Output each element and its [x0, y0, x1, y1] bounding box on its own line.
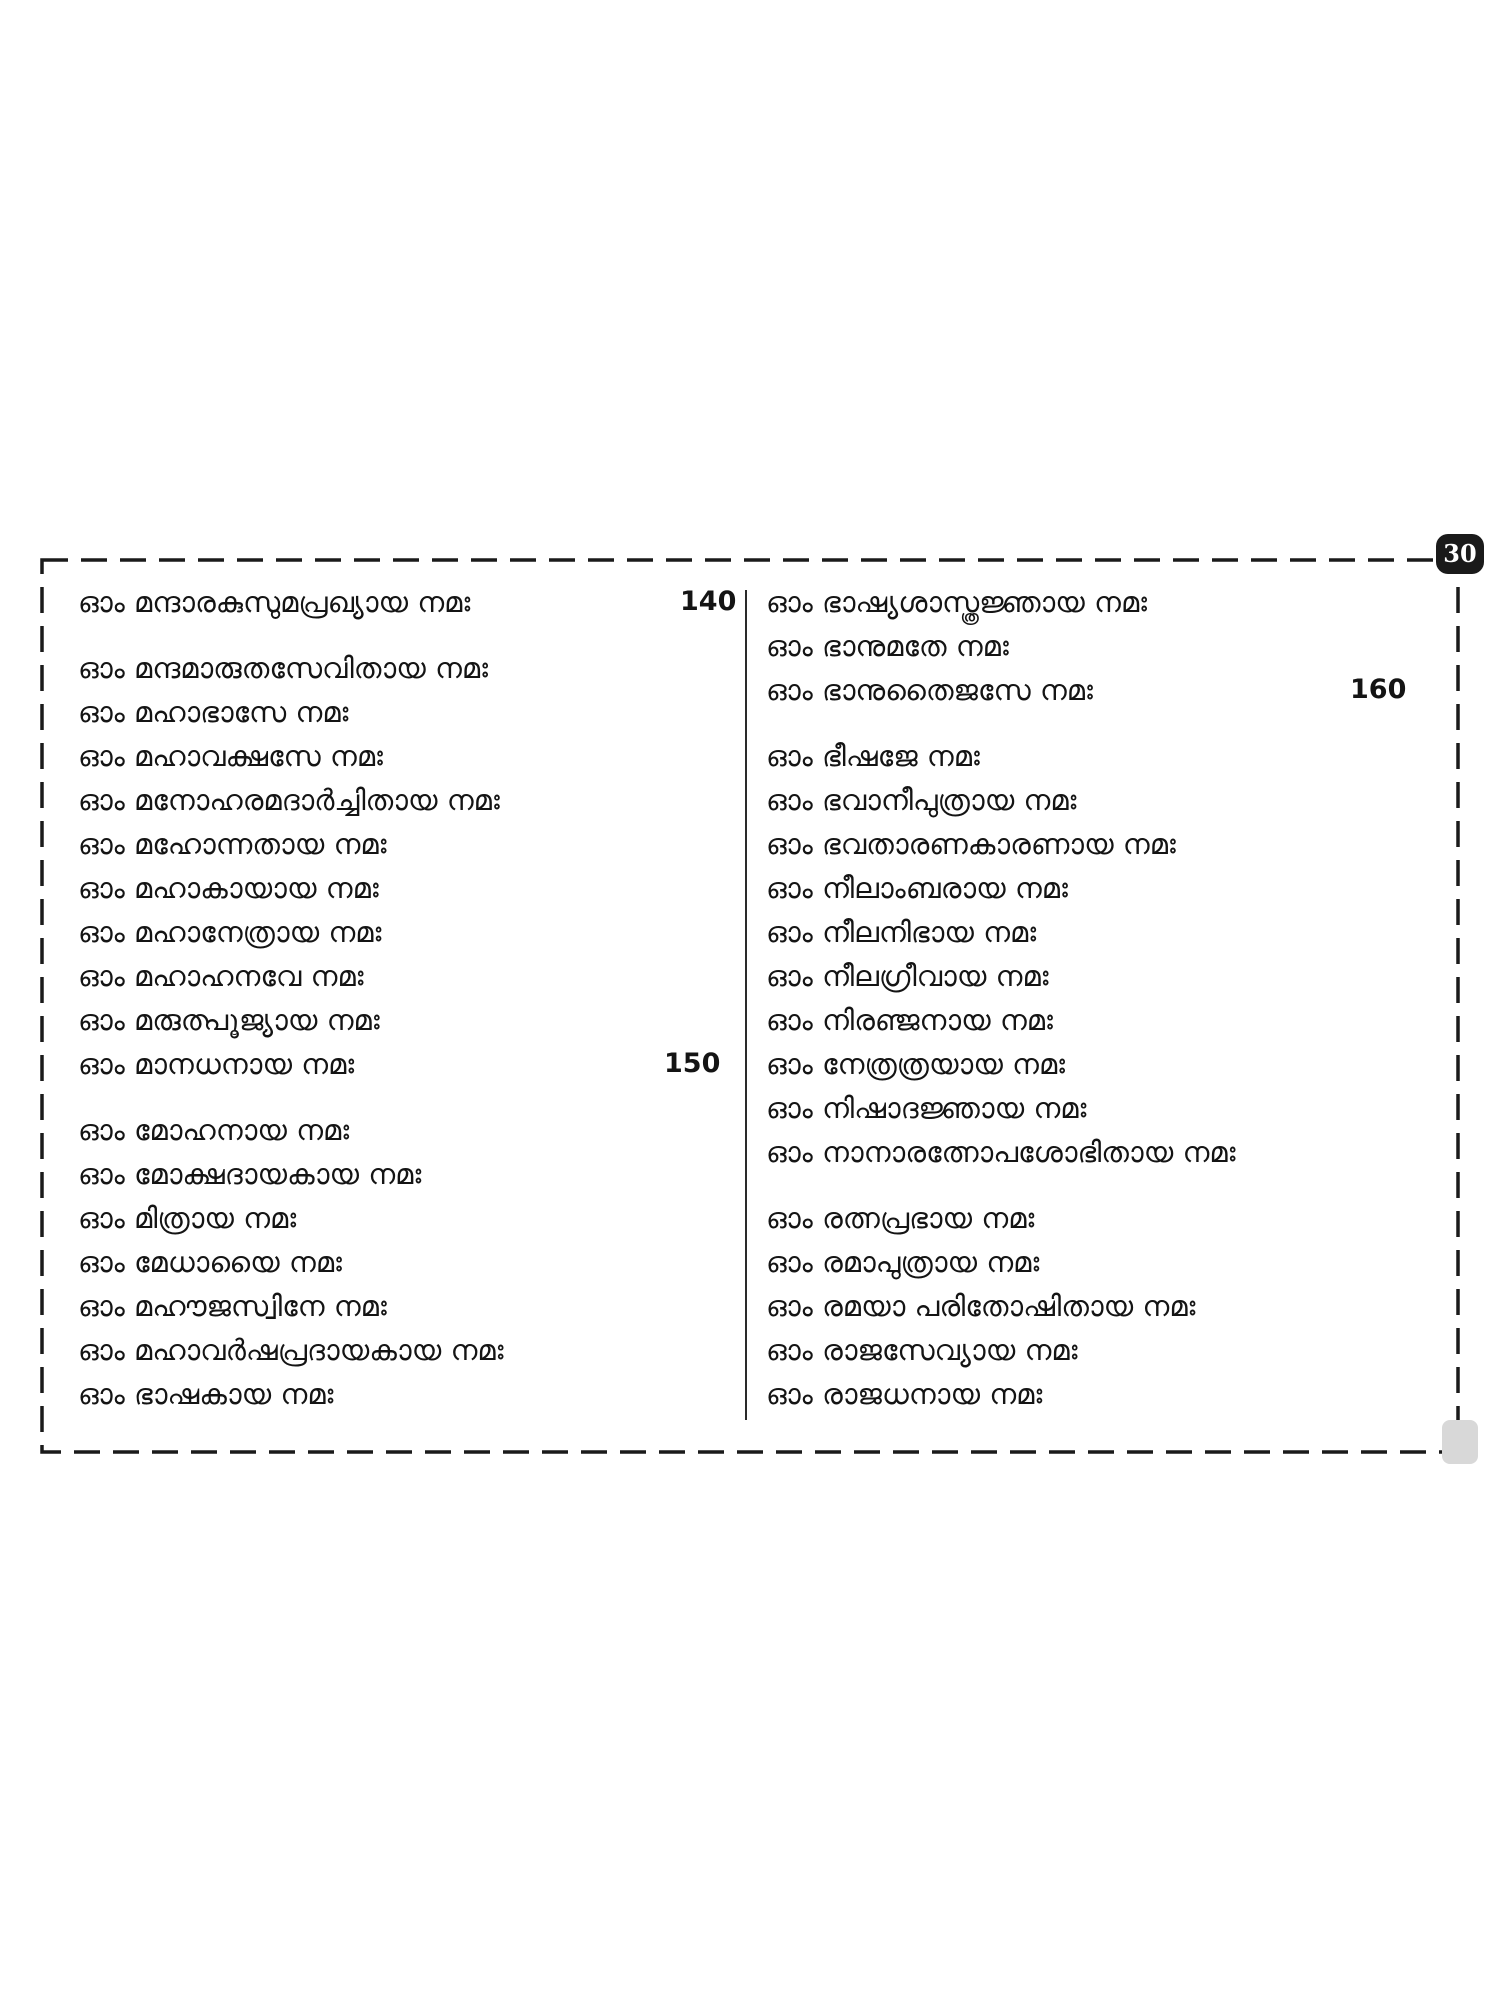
mantra-text: ഓം മന്ദാരകുസുമപ്രഖ്യായ നമഃ: [78, 585, 471, 619]
mantra-text: ഓം മേധായൈ നമഃ: [78, 1245, 342, 1279]
verse-count-number: 150: [664, 1048, 721, 1079]
side-tab-marker: [1442, 1420, 1478, 1464]
mantra-text: ഓം ഭാനുമതേ നമഃ: [766, 629, 1009, 663]
mantra-text: ഓം മന്ദമാരുതസേവിതായ നമഃ: [78, 651, 489, 685]
verse-count-number: 140: [680, 586, 737, 617]
mantra-line: [766, 998, 1446, 1042]
mantra-text: ഓം നീലനിഭായ നമഃ: [766, 915, 1037, 949]
mantra-line: [766, 1240, 1446, 1284]
mantra-line: [78, 1328, 728, 1372]
mantra-line: [78, 1240, 728, 1284]
mantra-line: [78, 1108, 728, 1152]
mantra-text: ഓം മോക്ഷദായകായ നമഃ: [78, 1157, 422, 1191]
mantra-line: [78, 690, 728, 734]
mantra-line: [78, 1152, 728, 1196]
mantra-line: [766, 580, 1446, 624]
column-divider: [745, 590, 747, 1420]
verse-count-number: 160: [1350, 674, 1407, 705]
mantra-line: [78, 1284, 728, 1328]
mantra-line: [78, 778, 728, 822]
mantra-text: ഓം ഭവതാരണകാരണായ നമഃ: [766, 827, 1176, 861]
mantra-text: ഓം മഹാഹനവേ നമഃ: [78, 959, 364, 993]
mantra-text: ഓം നീലാംബരായ നമഃ: [766, 871, 1068, 905]
mantra-text: ഓം ഭാഷ്യശാസ്ത്രജ്ഞായ നമഃ: [766, 585, 1148, 619]
mantra-text: ഓം മാനധനായ നമഃ: [78, 1047, 355, 1081]
page-number-badge: 30: [1436, 534, 1484, 574]
mantra-line: [766, 1328, 1446, 1372]
mantra-line: [78, 822, 728, 866]
mantra-line: [78, 1372, 728, 1416]
mantra-text: ഓം ഭാഷകായ നമഃ: [78, 1377, 334, 1411]
mantra-line: [78, 1196, 728, 1240]
mantra-line: [766, 1042, 1446, 1086]
mantra-text: ഓം മഹൗജസ്വിനേ നമഃ: [78, 1289, 387, 1323]
right-column: [766, 580, 1446, 1416]
mantra-line: [78, 998, 728, 1042]
mantra-text: ഓം നിരഞ്ജനായ നമഃ: [766, 1003, 1053, 1037]
mantra-text: ഓം മഹാകായായ നമഃ: [78, 871, 379, 905]
mantra-line: [78, 734, 728, 778]
mantra-line: [766, 866, 1446, 910]
mantra-line: [766, 1086, 1446, 1130]
mantra-text: ഓം മിത്രായ നമഃ: [78, 1201, 297, 1235]
mantra-line: [766, 1372, 1446, 1416]
mantra-text: ഓം മരുത്പൂജ്യായ നമഃ: [78, 1003, 380, 1037]
mantra-text: ഓം രാജസേവ്യായ നമഃ: [766, 1333, 1078, 1367]
mantra-text: ഓം മനോഹരമദാർച്ചിതായ നമഃ: [78, 783, 500, 817]
mantra-line: [766, 778, 1446, 822]
mantra-line: [78, 866, 728, 910]
mantra-line: [766, 954, 1446, 998]
mantra-text: ഓം മഹാനേത്രായ നമഃ: [78, 915, 382, 949]
mantra-line: [766, 734, 1446, 778]
mantra-text: ഓം നാനാരത്നോപശോഭിതായ നമഃ: [766, 1135, 1236, 1169]
mantra-text: ഓം രാജധനായ നമഃ: [766, 1377, 1043, 1411]
mantra-text: ഓം നിഷാദജ്ഞായ നമഃ: [766, 1091, 1087, 1125]
mantra-line: [766, 822, 1446, 866]
mantra-text: ഓം ഭവാനീപുത്രായ നമഃ: [766, 783, 1077, 817]
mantra-text: ഓം രമയാ പരിതോഷിതായ നമഃ: [766, 1289, 1196, 1323]
mantra-line: [766, 1130, 1446, 1174]
mantra-text: ഓം മഹാഭാസേ നമഃ: [78, 695, 349, 729]
mantra-text: ഓം മോഹനായ നമഃ: [78, 1113, 350, 1147]
mantra-line: [766, 910, 1446, 954]
mantra-text: ഓം മഹാവർഷപ്രദായകായ നമഃ: [78, 1333, 504, 1367]
mantra-line: [78, 580, 737, 624]
mantra-text: ഓം മഹോന്നതായ നമഃ: [78, 827, 387, 861]
mantra-line: [766, 1196, 1446, 1240]
mantra-line: [766, 668, 1446, 712]
mantra-line: [766, 1284, 1446, 1328]
mantra-line: [78, 646, 728, 690]
mantra-text: ഓം നേത്രത്രയായ നമഃ: [766, 1047, 1066, 1081]
left-column: [78, 580, 737, 1416]
mantra-line: [78, 910, 728, 954]
mantra-line: [766, 624, 1446, 668]
mantra-text: ഓം ഭീഷജേ നമഃ: [766, 739, 980, 773]
mantra-text: ഓം മഹാവക്ഷസേ നമഃ: [78, 739, 383, 773]
mantra-line: [78, 954, 728, 998]
mantra-text: ഓം ഭാനുതൈജസേ നമഃ: [766, 673, 1093, 707]
mantra-text: ഓം നീലഗ്രീവായ നമഃ: [766, 959, 1049, 993]
mantra-text: ഓം രമാപുത്രായ നമഃ: [766, 1245, 1040, 1279]
mantra-line: [78, 1042, 728, 1086]
mantra-text: ഓം രത്നപ്രഭായ നമഃ: [766, 1201, 1035, 1235]
